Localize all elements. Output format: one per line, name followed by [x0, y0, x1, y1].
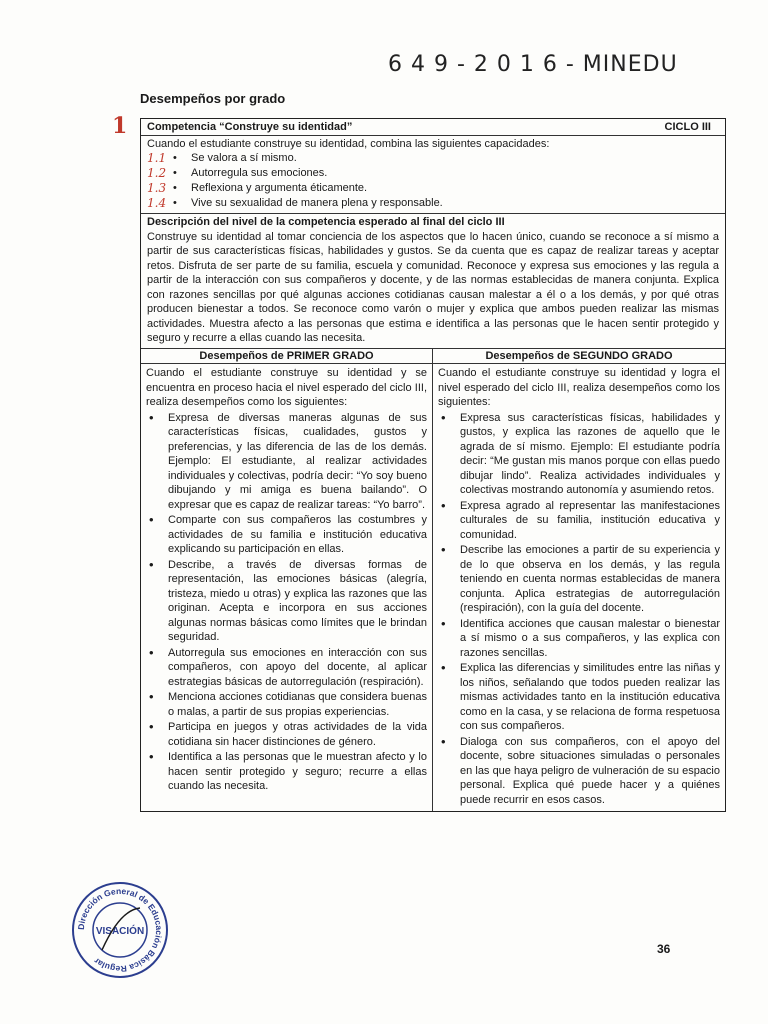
page-number: 36	[657, 942, 671, 956]
list-item: • Menciona acciones cotidianas que considera buenas o malas, a partir de sus propias experiencias.	[146, 690, 427, 719]
capacity-number: 1.2	[147, 166, 167, 181]
list-item: • Expresa agrado al representar las manifestaciones culturales de su familia, institución educativa y comunidad.	[438, 499, 720, 543]
seal-ring-text: Dirección General de Educación Básica Regular	[75, 885, 165, 975]
second-grade-heading: Desempeños de SEGUNDO GRADO	[433, 349, 725, 365]
capacity-item: 1.4 • Vive su sexualidad de manera plena y responsable.	[147, 196, 443, 211]
capacity-item: 1.1 • Se valora a sí mismo.	[147, 151, 297, 166]
official-seal	[70, 880, 170, 980]
list-item: • Dialoga con sus compañeros, con el apoyo del docente, sobre situaciones simuladas o personales en las que haya peligro de vulneración de su espacio personal. Explica qué puede hacer y a quiénes puede recurrir en esos casos.	[438, 735, 720, 808]
list-item: • Participa en juegos y otras actividades de la vida cotidiana sin hacer distinciones de género.	[146, 720, 427, 749]
competency-table	[140, 118, 726, 812]
second-grade-intro: Cuando el estudiante construye su identidad y logra el nivel esperado del ciclo III, realiza desempeños como los siguientes:	[438, 367, 720, 408]
competency-header-row	[141, 119, 725, 136]
capacity-text: Vive su sexualidad de manera plena y responsable.	[191, 197, 443, 210]
capacities-intro: Cuando el estudiante construye su identidad, combina las siguientes capacidades:	[147, 137, 550, 150]
first-grade-intro: Cuando el estudiante construye su identidad y se encuentra en proceso hacia el nivel esperado del ciclo III, realiza desempeños como los siguientes:	[146, 367, 427, 408]
capacities-block	[141, 136, 725, 215]
cycle-label: CICLO III	[664, 121, 711, 133]
first-grade-heading: Desempeños de PRIMER GRADO	[141, 349, 432, 365]
capacity-text: Autorregula sus emociones.	[191, 167, 328, 180]
capacity-text: Se valora a sí mismo.	[191, 152, 297, 165]
capacity-number: 1.3	[147, 181, 167, 196]
list-item: • Autorregula sus emociones en interacción con sus compañeros, con apoyo del docente, al aplicar estrategias básicas de autorregulación (respiración).	[146, 646, 427, 690]
list-item: • Describe, a través de diversas formas de representación, las emociones básicas (alegría, tristeza, miedo u otras) y explica las razones que las originan. Acepta e incorpora en sus acciones algunas normas básicas como límites que le brindan seguridad.	[146, 558, 427, 645]
handwritten-number: 1	[112, 113, 128, 139]
capacity-item: 1.2 • Autorregula sus emociones.	[147, 166, 328, 181]
section-title: Desempeños por grado	[140, 91, 286, 106]
list-item: • Identifica acciones que causan malestar o bienestar a sí mismo o a sus compañeros, y las explica con razones sencillas.	[438, 617, 720, 661]
list-item: • Comparte con sus compañeros las costumbres y actividades de su familia e institución educativa explicando su participación en ellas.	[146, 513, 427, 557]
competency-title: Competencia “Construye su identidad”	[147, 121, 353, 133]
second-grade-column	[433, 349, 725, 812]
capacity-number: 1.4	[147, 196, 167, 211]
seal-center-text: VISACIÓN	[95, 926, 145, 937]
capacity-number: 1.1	[147, 151, 167, 166]
description-block	[141, 214, 725, 349]
first-grade-list	[146, 411, 427, 794]
capacity-text: Reflexiona y argumenta éticamente.	[191, 182, 368, 195]
first-grade-column	[141, 349, 433, 812]
list-item: • Expresa sus características físicas, habilidades y gustos, y explica las razones de aquello que le agrada de sí mismo. Ejemplo: El estudiante podría decir: “Me gustan mis manos porque con ellas puedo dibujar lindo”. Realiza actividades individuales y colectivas mostrando autonomía y asumiendo retos.	[438, 411, 720, 498]
description-text: Construye su identidad al tomar conciencia de los aspectos que lo hacen único, cuando se reconoce a sí mismo a partir de sus características físicas, habilidades y gustos. Se da cuenta que es capaz de realizar tareas y aceptar retos. Disfruta de ser parte de su familia, escuela y comunidad. Reconoce y expresa sus emociones y las regula a partir de la interacción con sus compañeros y docente, y de las normas establecidas de manera conjunta. Explica con razones sencillas por qué algunas acciones cotidianas causan malestar a él o a los demás, y por qué otras producen bienestar a todos. Se reconoce como varón o mujer y explica que ambos pueden realizar las mismas actividades. Muestra afecto a las personas que estima e identifica a las personas que le hacen sentir protegido y seguro y recurre a ellas cuando las necesita.	[147, 230, 719, 344]
description-title: Descripción del nivel de la competencia esperado al final del ciclo III	[147, 216, 505, 228]
list-item: • Identifica a las personas que le muestran afecto y lo hacen sentir protegido y seguro; recurre a ellas cuando las necesita.	[146, 750, 427, 794]
list-item: • Expresa de diversas maneras algunas de sus características físicas, cualidades, gustos y preferencias, y las diferencia de las de los demás. Ejemplo: El estudiante, al realizar actividades individuales y colectivas, podría decir: “Yo soy bueno dibujando y mi amiga es buena bailando”. O expresar que es capaz de realizar tareas: “Yo barro”.	[146, 411, 427, 513]
grades-row	[141, 349, 725, 812]
second-grade-list	[438, 411, 720, 808]
document-code: 6 4 9 - 2 0 1 6 - MINEDU	[388, 52, 678, 77]
capacity-item: 1.3 • Reflexiona y argumenta éticamente.	[147, 181, 368, 196]
list-item: • Describe las emociones a partir de su experiencia y de lo que observa en los demás, y las regula teniendo en cuenta normas establecidas de manera conjunta. Aplica estrategias de autorregulación (respiración), con la guía del docente.	[438, 543, 720, 616]
list-item: • Explica las diferencias y similitudes entre las niñas y los niños, señalando que todos pueden realizar las mismas actividades tanto en la institución educativa como en la casa, y se relaciona de forma respetuosa con sus compañeros.	[438, 661, 720, 734]
